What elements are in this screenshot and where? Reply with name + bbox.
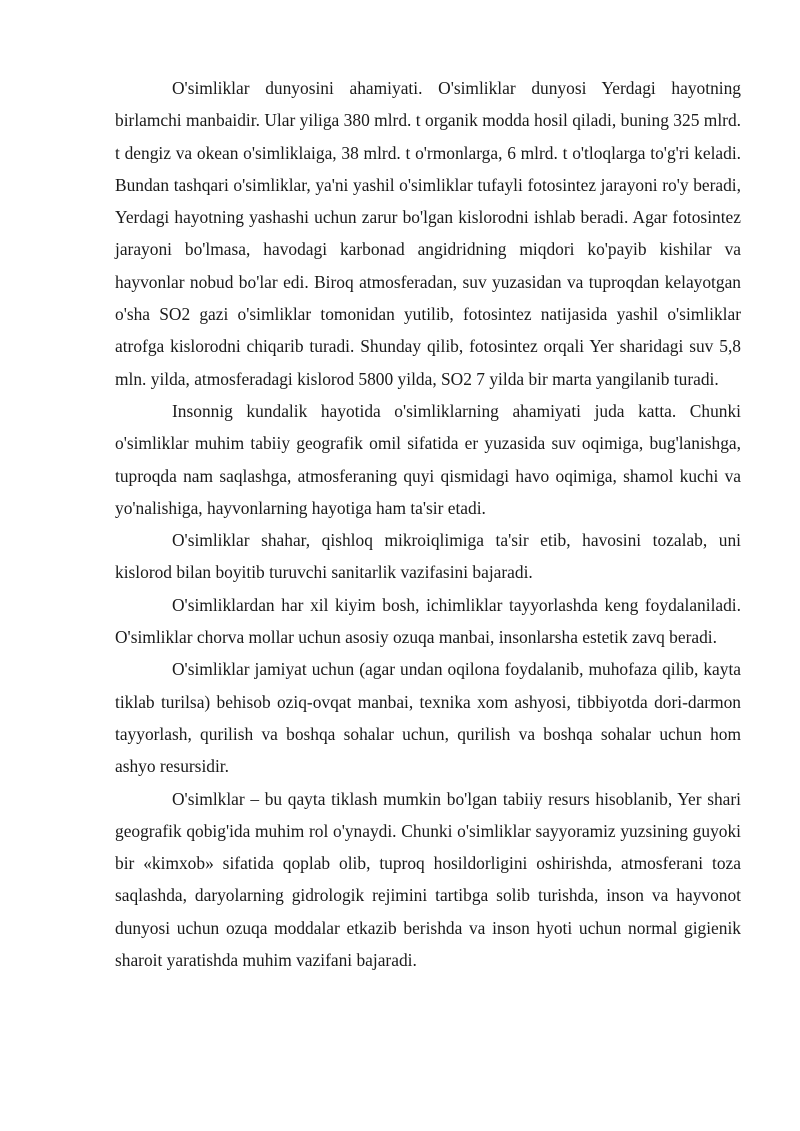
paragraph-society-resources: O'simliklar jamiyat uchun (agar undan oqilona foydalanib, muhofaza qilib, kayta tiklab turilsa) behisob oziq-ovqat manbai, texnika xom ashyosi, tibbiyotda dori-darmon tayyorlash, qurilish va boshqa sohalar uchun, qurilish va boshqa sohalar uchun hom ashyo resursidir. — [115, 659, 741, 777]
paragraph-plants-importance: O'simliklar dunyosini ahamiyati. O'simliklar dunyosi Yerdagi hayotning birlamchi manbaidir. Ular yiliga 380 mlrd. t organik modda hosil qiladi, buning 325 mlrd. t dengiz va okean o'simliklaiga, 38 mlrd. t o'rmonlarga, 6 mlrd. t o'tloqlarga to'g'ri keladi. Bundan tashqari o'simliklar, ya'ni yashil o'simliklar tufayli fotosintez jarayoni ro'y beradi, Yerdagi hayotning yashashi uchun zarur bo'lgan kislorodni ishlab beradi. Agar fotosintez jarayoni bo'lmasa, havodagi karbonad angidridning miqdori ko'payib kishilar va hayvonlar nobud bo'lar edi. Biroq atmosferadan, suv yuzasidan va tuproqdan kelayotgan o'sha SO2 gazi o'simliklar tomonidan yutilib, fotosintez natijasida yashil o'simliklar atrofga kislorodni chiqarib turadi. Shunday qilib, fotosintez orqali Yer sharidagi suv 5,8 mln. yilda, atmosferadagi kislorod 5800 yilda, SO2 7 yilda bir marta yangilanib turadi. — [115, 78, 741, 389]
paragraph-daily-life: Insonnig kundalik hayotida o'simliklarning ahamiyati juda katta. Chunki o'simliklar muhim tabiiy geografik omil sifatida er yuzasida suv oqimiga, bug'lanishga, tuproqda nam saqlashga, atmosferaning quyi qismidagi havo oqimiga, shamol kuchi va yo'nalishiga, hayvonlarning hayotiga ham ta'sir etadi. — [115, 400, 741, 518]
paragraph-clothing-food: O'simliklardan har xil kiyim bosh, ichimliklar tayyorlashda keng foydalaniladi. O'simliklar chorva mollar uchun asosiy ozuqa manbai, insonlarsha estetik zavq beradi. — [115, 594, 741, 648]
document-page — [115, 72, 741, 976]
paragraph-renewable-resource: O'simlklar – bu qayta tiklash mumkin bo'lgan tabiiy resurs hisoblanib, Yer shari geografik qobig'ida muhim rol o'ynaydi. Chunki o'simliklar sayyoramiz yuzsining guyoki bir «kimxob» sifatida qoplab olib, tuproq hosildorligini oshirishda, atmosferani toza saqlashda, daryolarning gidrologik rejimini tartibga solib turishda, inson va hayvonot dunyosi uchun ozuqa moddalar etkazib berishda va inson hyoti uchun normal gigienik sharoit yaratishda muhim vazifani bajaradi. — [115, 788, 741, 971]
paragraph-microclimate: O'simliklar shahar, qishloq mikroiqlimiga ta'sir etib, havosini tozalab, uni kislorod bilan boyitib turuvchi sanitarlik vazifasini bajaradi. — [115, 530, 741, 583]
